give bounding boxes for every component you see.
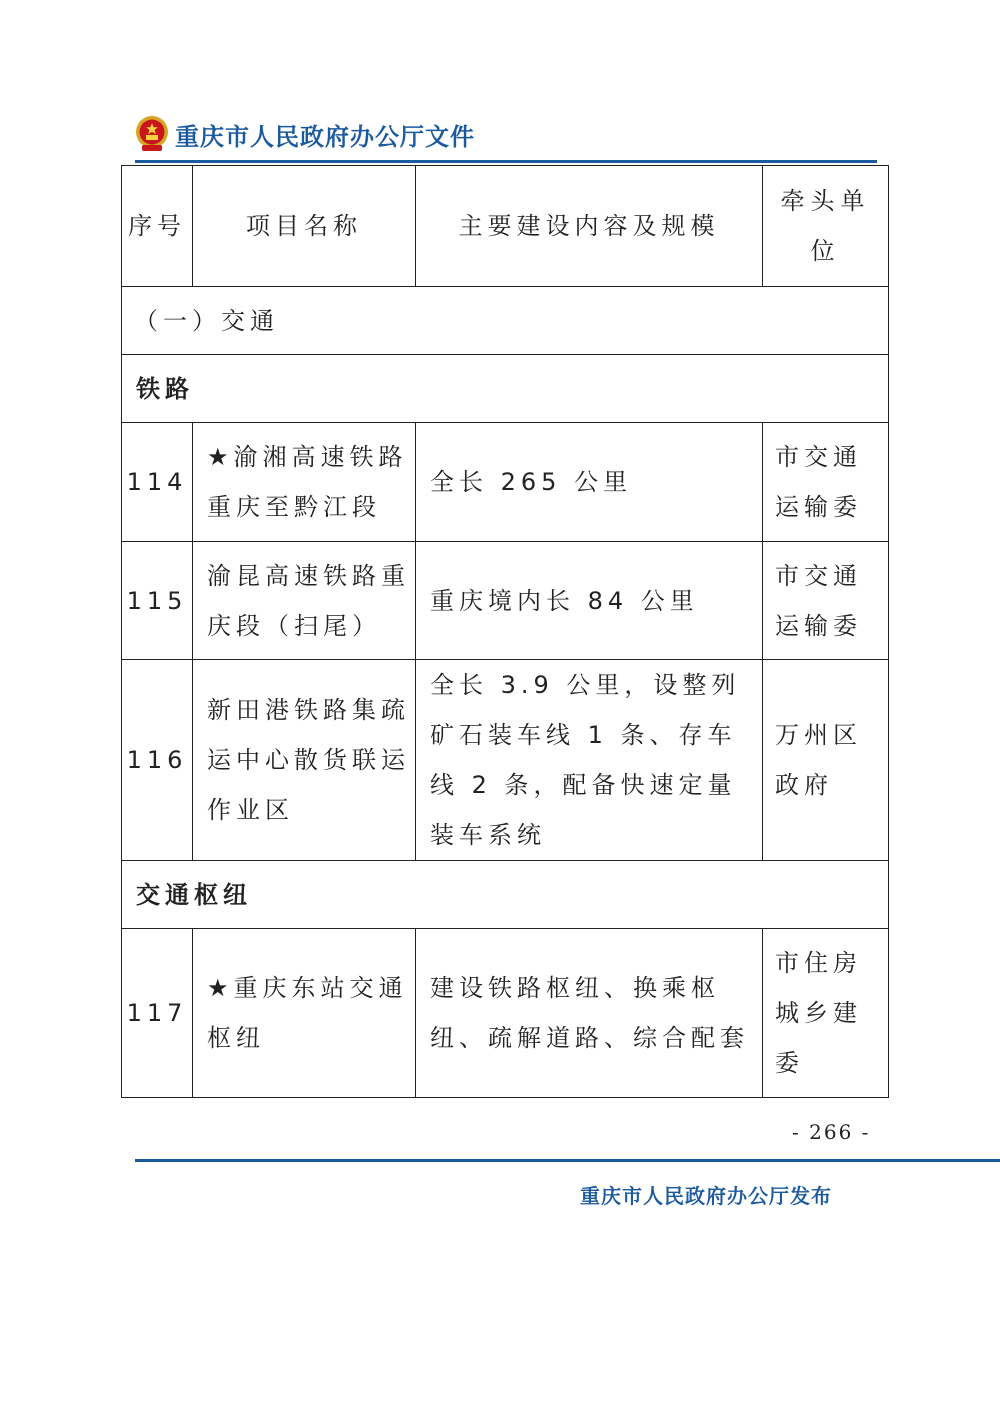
lead-unit: 市住房城乡建委 [763,929,889,1098]
lead-unit: 市交通运输委 [763,423,889,542]
lead-unit: 万州区政府 [763,660,889,861]
project-content: 全长 3.9 公里，设整列矿石装车线 1 条、存车线 2 条，配备快速定量装车系统 [416,660,763,861]
national-emblem-icon [135,115,169,153]
category-row [122,355,889,423]
header-title: 重庆市人民政府办公厅文件 [175,121,475,151]
project-content: 全长 265 公里 [416,423,763,542]
project-name: 新田港铁路集疏运中心散货联运作业区 [193,660,416,861]
row-number: 117 [122,929,193,1098]
table-row [122,542,889,660]
project-name: ★渝湘高速铁路重庆至黔江段 [193,423,416,542]
section-title: （一）交通 [122,287,889,355]
column-header-unit: 牵头单位 [763,166,889,287]
column-header-content: 主要建设内容及规模 [416,166,763,287]
table-row [122,423,889,542]
category-row [122,861,889,929]
header-rule [135,160,877,163]
document-header [135,112,475,156]
row-number: 114 [122,423,193,542]
footer-rule [135,1159,1000,1162]
section-row [122,287,889,355]
publisher-text: 重庆市人民政府办公厅发布 [580,1184,832,1208]
category-title: 铁路 [122,355,889,423]
category-title: 交通枢纽 [122,861,889,929]
project-table [121,165,889,1098]
page-number: - 266 - [792,1120,871,1144]
table-header-row [122,166,889,287]
project-content: 建设铁路枢纽、换乘枢纽、疏解道路、综合配套 [416,929,763,1098]
project-content: 重庆境内长 84 公里 [416,542,763,660]
project-name: ★重庆东站交通枢纽 [193,929,416,1098]
column-header-name: 项目名称 [193,166,416,287]
table-row [122,929,889,1098]
column-header-number: 序号 [122,166,193,287]
table-row [122,660,889,861]
row-number: 116 [122,660,193,861]
lead-unit: 市交通运输委 [763,542,889,660]
project-name: 渝昆高速铁路重庆段（扫尾） [193,542,416,660]
row-number: 115 [122,542,193,660]
